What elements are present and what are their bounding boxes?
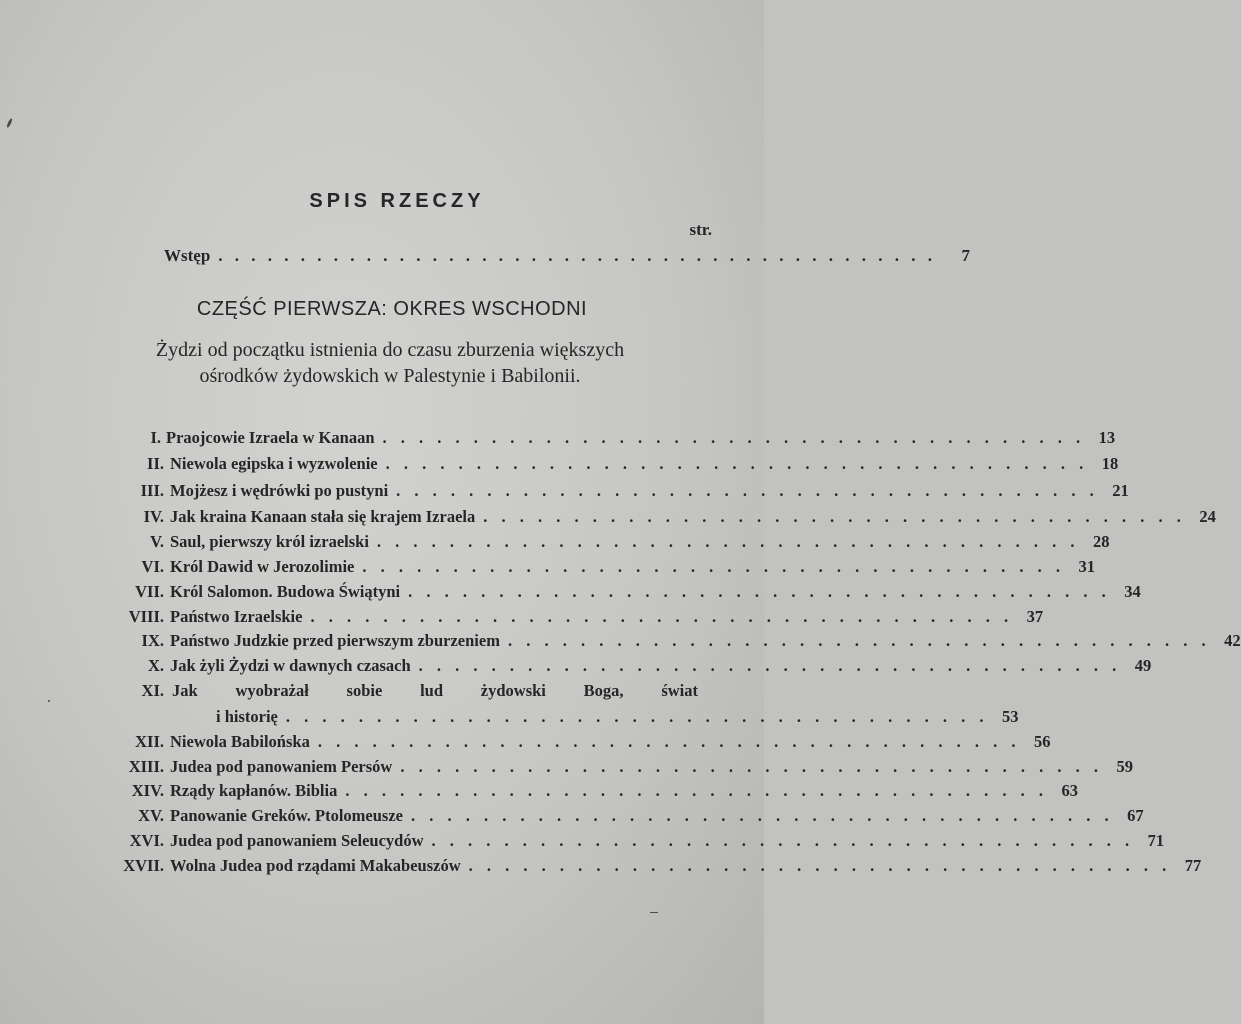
chapter-page-number: 24	[1199, 507, 1216, 526]
toc-entry[interactable]	[0, 806, 1144, 830]
chapter-number: VI.	[141, 557, 164, 576]
chapter-number: II.	[147, 454, 164, 473]
chapter-page-number: 31	[1078, 557, 1095, 576]
chapter-page-number: 77	[1184, 856, 1202, 875]
chapter-page-number: 18	[1101, 454, 1119, 473]
leader-dots: . . . . . . . . . . . . . . . . . . . . . . . . . . . . . . . . . . . . . . .	[408, 582, 1111, 601]
chapter-title: Saul, pierwszy król izraelski	[170, 532, 369, 551]
toc-entry[interactable]	[0, 631, 1241, 655]
chapter-number: XII.	[135, 732, 164, 751]
leader-dots: . . . . . . . . . . . . . . . . . . . . . . . . . . . . . . . . . . . . . . .	[410, 806, 1114, 825]
leader-dots: . . . . . . . . . . . . . . . . . . . . . . . . . . . . . . . . . . . . . . .	[317, 732, 1021, 751]
chapter-title: Państwo Izraelskie	[170, 607, 303, 626]
chapter-page-number: 13	[1098, 428, 1116, 447]
leader-dots: . . . . . . . . . . . . . . . . . . . . . . . . . . . . . . . . . . . . . . .	[345, 781, 1048, 800]
paper-speck	[650, 912, 658, 913]
chapter-number: V.	[150, 532, 164, 551]
toc-entry[interactable]	[0, 681, 1019, 733]
leader-dots: . . . . . . . . . . . . . . . . . . . . . . . . . . . . . . . . . . . . . . .	[483, 507, 1186, 526]
paper-speck	[48, 700, 50, 702]
toc-entry[interactable]	[0, 656, 1152, 680]
leader-dots: . . . . . . . . . . . . . . . . . . . . . . . . . . . . . . . . . . . . . . .	[431, 831, 1135, 850]
chapter-number: IV.	[143, 507, 164, 526]
chapter-number: XI.	[141, 681, 164, 700]
leader-dots: . . . . . . . . . . . . . . . . . . . . . . . . . . . . . . . . . . . . . . .	[310, 607, 1014, 626]
chapter-page-number: 53	[1002, 707, 1019, 726]
toc-title: SPIS RZECZY	[309, 190, 485, 212]
chapter-number: XVII.	[123, 856, 164, 875]
toc-entry-intro[interactable]	[164, 246, 971, 266]
leader-dots: . . . . . . . . . . . . . . . . . . . . . . . . . . . . . . . . . . . . . . .	[418, 656, 1122, 675]
chapter-title: Wolna Judea pod rządami Makabeuszów	[170, 856, 461, 875]
chapter-number: XVI.	[129, 831, 164, 850]
chapter-page-number: 49	[1134, 656, 1152, 675]
toc-entry[interactable]	[0, 507, 1216, 531]
toc-entry[interactable]	[0, 781, 1078, 805]
leader-dots: . . . . . . . . . . . . . . . . . . . . . . . . . . . . . . . . . . . . . . .	[362, 557, 1065, 576]
toc-entry[interactable]	[0, 856, 1202, 880]
chapter-page-number: 56	[1033, 732, 1051, 751]
chapter-title: Praojcowie Izraela w Kanaan	[166, 428, 375, 447]
chapter-page-number: 63	[1061, 781, 1078, 800]
chapter-number: VII.	[135, 582, 164, 601]
chapter-number: XV.	[138, 806, 164, 825]
chapter-page-number: 28	[1093, 532, 1110, 551]
chapter-page-number: 67	[1127, 806, 1144, 825]
leader-dots: . . . . . . . . . . . . . . . . . . . . . . . . . . . . . . . . . . . . . . . . . . . .	[218, 246, 937, 265]
leader-dots: . . . . . . . . . . . . . . . . . . . . . . . . . . . . . . . . . . . . . . .	[468, 856, 1172, 875]
toc-entry[interactable]	[0, 757, 1133, 781]
chapter-title: Niewola Babilońska	[170, 732, 310, 751]
chapter-page-number: 21	[1112, 481, 1129, 500]
toc-entry[interactable]	[0, 831, 1165, 855]
leader-dots: . . . . . . . . . . . . . . . . . . . . . . . . . . . . . . . . . . . . . . .	[382, 428, 1086, 447]
chapter-number: XIV.	[131, 781, 164, 800]
chapter-number: III.	[140, 481, 164, 500]
page-column-label: str.	[689, 220, 712, 239]
intro-label: Wstęp	[164, 246, 211, 265]
chapter-number: XIII.	[128, 757, 164, 776]
toc-entry[interactable]	[0, 732, 1051, 756]
chapter-number: X.	[147, 656, 164, 675]
chapter-title: Król Dawid w Jerozolimie	[170, 557, 355, 576]
chapter-title: Król Salomon. Budowa Świątyni	[170, 582, 401, 601]
leader-dots: . . . . . . . . . . . . . . . . . . . . . . . . . . . . . . . . . . . . . . .	[285, 707, 989, 726]
chapter-title: Państwo Judzkie przed pierwszym zburzeniem	[170, 631, 500, 650]
chapter-page-number: 42	[1224, 631, 1241, 650]
chapter-title: Mojżesz i wędrówki po pustyni	[170, 481, 389, 500]
chapter-title: Rządy kapłanów. Biblia	[170, 781, 338, 800]
chapter-page-number: 37	[1026, 607, 1044, 626]
leader-dots: . . . . . . . . . . . . . . . . . . . . . . . . . . . . . . . . . . . . . . .	[400, 757, 1103, 776]
chapter-title: Jak wyobrażał sobie lud żydowski Boga, świat	[172, 681, 698, 700]
chapter-title: Jak żyli Żydzi w dawnych czasach	[170, 656, 411, 675]
toc-entry[interactable]	[0, 557, 1095, 581]
toc-entry[interactable]	[0, 607, 1044, 631]
intro-page-number: 7	[961, 246, 971, 265]
toc-entry[interactable]	[0, 481, 1129, 505]
chapter-title: Niewola egipska i wyzwolenie	[170, 454, 378, 473]
toc-entry[interactable]	[0, 532, 1110, 556]
chapter-number: VIII.	[128, 607, 164, 626]
chapter-page-number: 59	[1116, 757, 1133, 776]
part-heading: CZĘŚĆ PIERWSZA: OKRES WSCHODNI	[196, 298, 588, 320]
chapter-title: Jak kraina Kanaan stała się krajem Izraela	[170, 507, 476, 526]
chapter-title: Judea pod panowaniem Seleucydów	[170, 831, 424, 850]
chapter-page-number: 34	[1124, 582, 1141, 601]
chapter-number: IX.	[141, 631, 164, 650]
paper-speck	[6, 118, 13, 128]
leader-dots: . . . . . . . . . . . . . . . . . . . . . . . . . . . . . . . . . . . . . . .	[507, 631, 1211, 650]
chapter-title: Judea pod panowaniem Persów	[170, 757, 393, 776]
toc-entry[interactable]	[0, 582, 1141, 606]
chapter-page-number: 71	[1147, 831, 1165, 850]
part-description: Żydzi od początku istnienia do czasu zburzenia większych ośrodków żydowskich w Palestynie i Babilonii.	[155, 339, 625, 387]
toc-entry[interactable]	[0, 454, 1119, 478]
leader-dots: . . . . . . . . . . . . . . . . . . . . . . . . . . . . . . . . . . . . . . .	[385, 454, 1089, 473]
toc-entry[interactable]	[0, 428, 1116, 452]
chapter-title-continued: i historię	[216, 707, 278, 726]
leader-dots: . . . . . . . . . . . . . . . . . . . . . . . . . . . . . . . . . . . . . . .	[376, 532, 1080, 551]
chapter-number: I.	[150, 428, 161, 447]
chapter-title: Panowanie Greków. Ptolomeusze	[170, 806, 403, 825]
leader-dots: . . . . . . . . . . . . . . . . . . . . . . . . . . . . . . . . . . . . . . .	[396, 481, 1099, 500]
